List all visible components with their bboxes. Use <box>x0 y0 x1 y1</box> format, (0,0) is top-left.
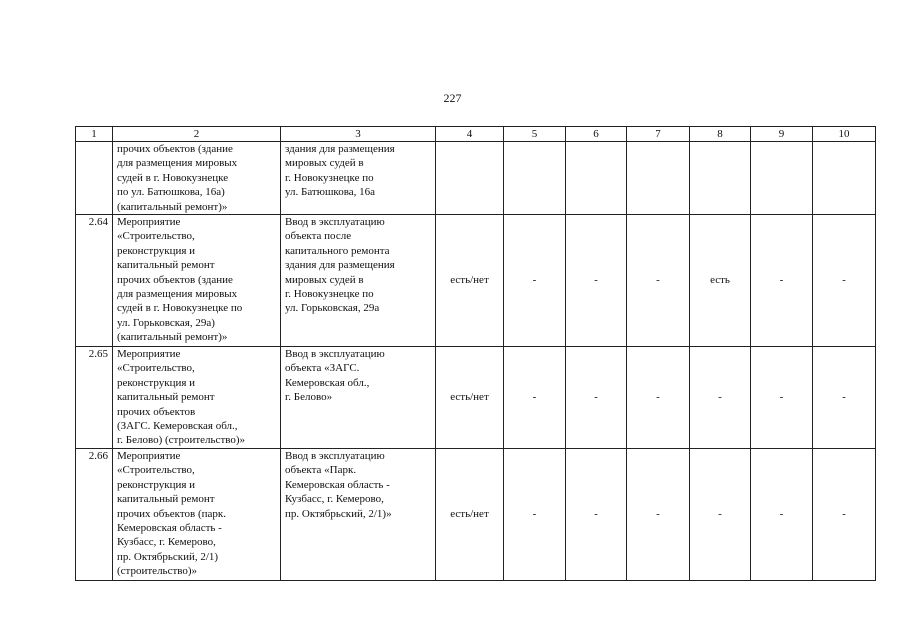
value-cell: - <box>627 449 690 581</box>
table-row <box>76 142 876 215</box>
indicator-cell: здания для размещения мировых судей в г. Новокузнецке по ул. Батюшкова, 16а <box>281 142 436 215</box>
unit-cell: есть/нет <box>436 347 504 449</box>
value-cell: - <box>690 449 751 581</box>
value-cell: - <box>751 215 813 347</box>
value-cell <box>504 142 566 215</box>
indicators-table <box>75 126 876 581</box>
header-cell: 4 <box>436 127 504 142</box>
header-cell: 7 <box>627 127 690 142</box>
indicator-cell: Ввод в эксплуатацию объекта после капитального ремонта здания для размещения мировых судей в г. Новокузнецке по ул. Горьковская, 29а <box>281 215 436 347</box>
row-number: 2.66 <box>76 449 113 581</box>
header-cell: 9 <box>751 127 813 142</box>
value-cell: есть <box>690 215 751 347</box>
indicator-cell: Ввод в эксплуатацию объекта «Парк. Кемеровская область - Кузбасс, г. Кемерово, пр. Октябрьский, 2/1)» <box>281 449 436 581</box>
unit-cell <box>436 142 504 215</box>
table-row <box>76 215 876 347</box>
value-cell: - <box>627 347 690 449</box>
page-number: 227 <box>443 91 462 105</box>
value-cell: - <box>813 215 876 347</box>
event-cell: Мероприятие «Строительство, реконструкция и капитальный ремонт прочих объектов (парк. Кемеровская область - Кузбасс, г. Кемерово, пр. Октябрьский, 2/1) (строительство)» <box>113 449 281 581</box>
table-header-row <box>76 127 876 142</box>
header-cell: 6 <box>566 127 627 142</box>
value-cell <box>566 142 627 215</box>
value-cell: - <box>813 347 876 449</box>
event-cell: Мероприятие «Строительство, реконструкция и капитальный ремонт прочих объектов (ЗАГС. Кемеровская обл., г. Белово) (строительство)» <box>113 347 281 449</box>
unit-cell: есть/нет <box>436 215 504 347</box>
indicator-cell: Ввод в эксплуатацию объекта «ЗАГС. Кемеровская обл., г. Белово» <box>281 347 436 449</box>
value-cell: - <box>504 449 566 581</box>
value-cell <box>627 142 690 215</box>
row-number: 2.65 <box>76 347 113 449</box>
value-cell <box>751 142 813 215</box>
row-number <box>76 142 113 215</box>
value-cell: - <box>627 215 690 347</box>
value-cell: - <box>813 449 876 581</box>
event-cell: прочих объектов (здание для размещения мировых судей в г. Новокузнецке по ул. Батюшкова, 16а) (капитальный ремонт)» <box>113 142 281 215</box>
header-cell: 8 <box>690 127 751 142</box>
header-cell: 10 <box>813 127 876 142</box>
table-row <box>76 347 876 449</box>
value-cell: - <box>690 347 751 449</box>
row-number: 2.64 <box>76 215 113 347</box>
unit-cell: есть/нет <box>436 449 504 581</box>
value-cell: - <box>566 449 627 581</box>
header-cell: 5 <box>504 127 566 142</box>
header-cell: 3 <box>281 127 436 142</box>
header-cell: 2 <box>113 127 281 142</box>
value-cell: - <box>504 215 566 347</box>
header-cell: 1 <box>76 127 113 142</box>
event-cell: Мероприятие «Строительство, реконструкция и капитальный ремонт прочих объектов (здание для размещения мировых судей в г. Новокузнецке по ул. Горьковская, 29а) (капитальный ремонт)» <box>113 215 281 347</box>
value-cell: - <box>566 347 627 449</box>
value-cell: - <box>504 347 566 449</box>
table-row <box>76 449 876 581</box>
value-cell <box>813 142 876 215</box>
value-cell: - <box>751 347 813 449</box>
value-cell: - <box>751 449 813 581</box>
value-cell: - <box>566 215 627 347</box>
value-cell <box>690 142 751 215</box>
